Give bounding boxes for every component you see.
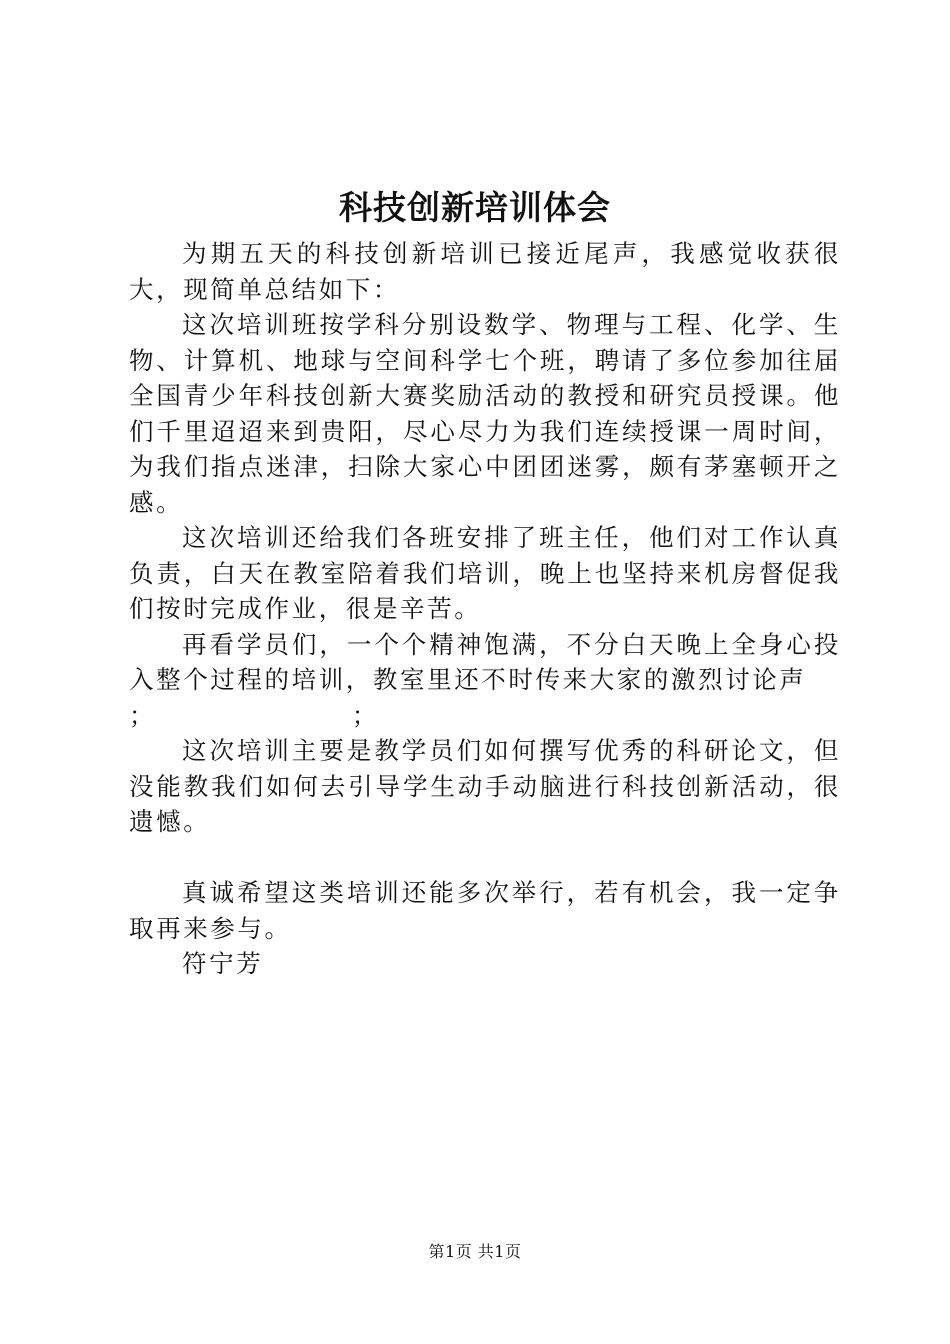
page-footer: 第1页 共1页: [428, 1242, 522, 1261]
document-body: [129, 236, 841, 982]
document-title: 科技创新培训体会: [339, 188, 611, 227]
paragraph-head-teachers: 这次培训还给我们各班安排了班主任，他们对工作认真负责，白天在教室陪着我们培训，晚上也坚持来机房督促我们按时完成作业，很是辛苦。: [129, 523, 841, 623]
paragraph-content-regret: 这次培训主要是教学员们如何撰写优秀的科研论文，但没能教我们如何去引导学生动手动脑进行科技创新活动，很遗憾。: [129, 736, 841, 836]
paragraph-intro: 为期五天的科技创新培训已接近尾声，我感觉收获很大，现简单总结如下：: [129, 239, 841, 304]
semicolon-mark: ；: [351, 700, 379, 730]
paragraph-hope: 真诚希望这类培训还能多次举行，若有机会，我一定争取再来参与。: [129, 878, 841, 943]
semicolon-mark: ；: [129, 700, 157, 730]
semicolon-line: [129, 698, 379, 734]
signature: 符宁芳: [182, 949, 264, 978]
paragraph-classes: 这次培训班按学科分别设数学、物理与工程、化学、生物、计算机、地球与空间科学七个班，聘请了多位参加往届全国青少年科技创新大赛奖励活动的教授和研究员授课。他们千里迢迢来到贵阳，尽心尽力为我们连续授课一周时间，为我们指点迷津，扫除大家心中团团迷雾，颇有茅塞顿开之感。: [129, 310, 841, 517]
paragraph-students: 再看学员们，一个个精神饱满，不分白天晚上全身心投入整个过程的培训，教室里还不时传来大家的激烈讨论声: [129, 629, 841, 694]
